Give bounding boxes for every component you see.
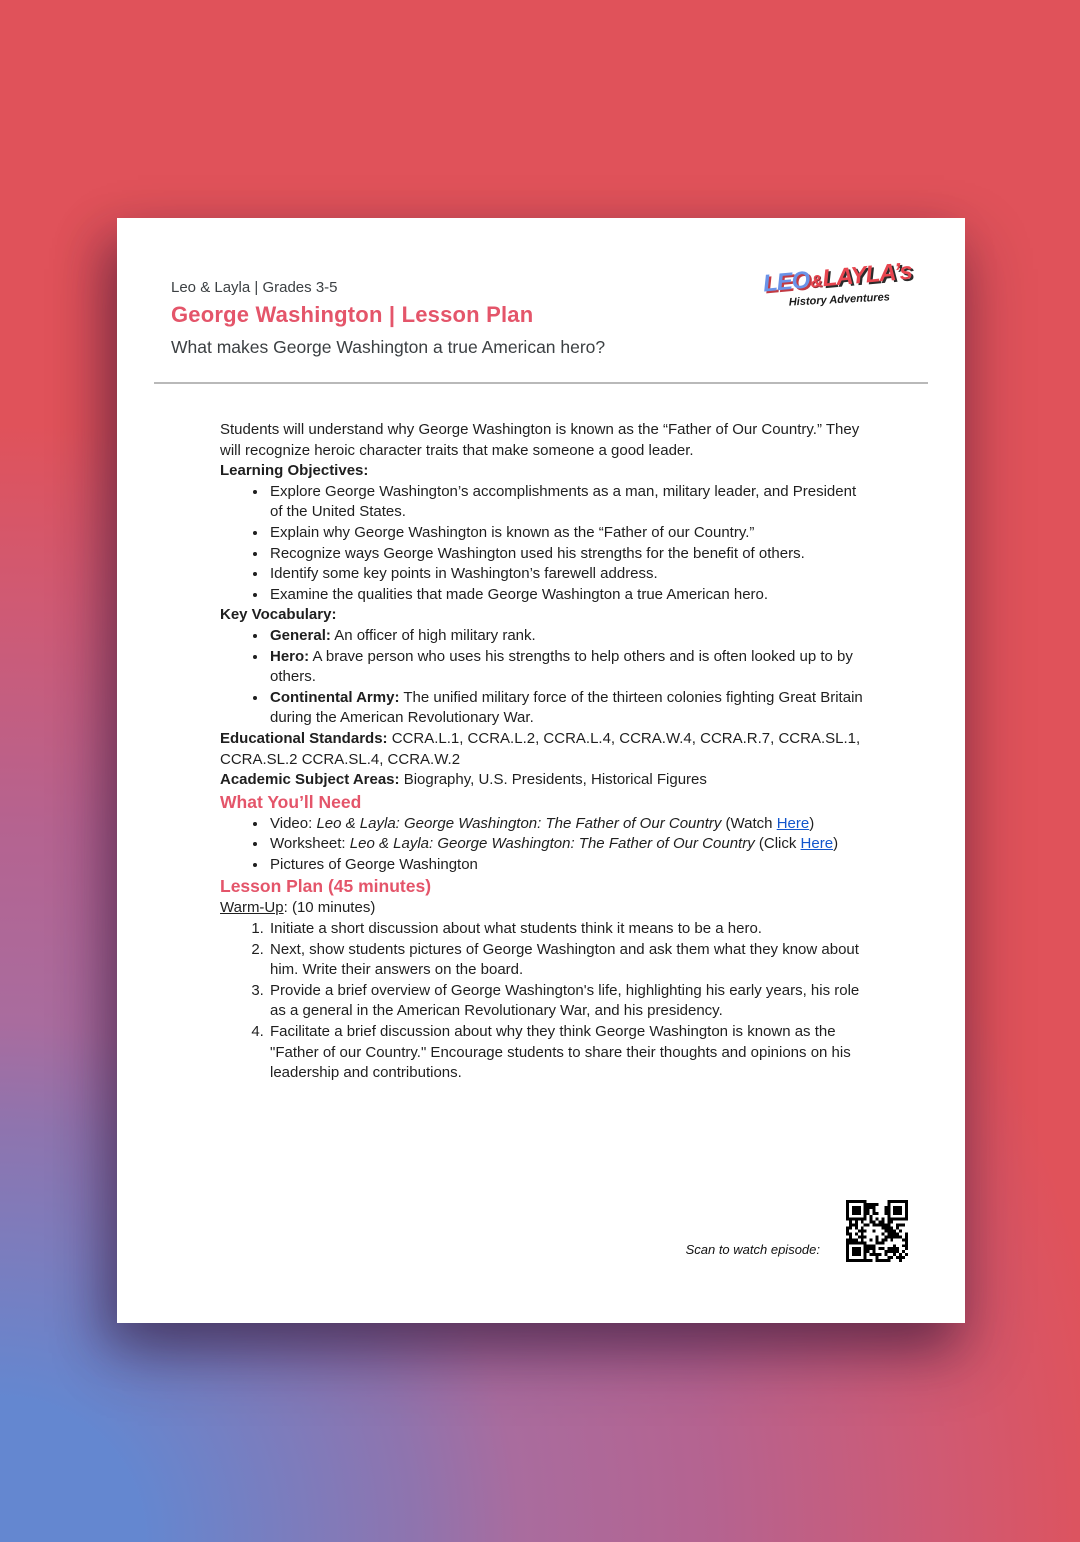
- what-youll-need-list: [220, 814, 870, 876]
- page-body: [117, 384, 965, 1084]
- worksheet-item: [268, 834, 870, 855]
- click-here-link[interactable]: Here: [800, 835, 834, 853]
- educational-standards-value: CCRA.L.1, CCRA.L.2, CCRA.L.4, CCRA.W.4, CCRA.R.7, CCRA.SL.1, CCRA.SL.2 CCRA.SL.4, CCRA.W.2: [220, 729, 861, 768]
- scan-caption: Scan to watch episode:: [685, 1242, 820, 1257]
- vocab-term: General:: [270, 626, 331, 644]
- academic-subject-areas: [220, 770, 870, 791]
- warmup-duration: : (10 minutes): [283, 899, 376, 917]
- vocab-definition: A brave person who uses his strengths to help others and is often looked up to by others.: [270, 647, 853, 686]
- list-item: • Explore George Washington’s accomplishments as a man, military leader, and President of the United States.: [268, 482, 870, 523]
- page-title: George Washington | Lesson Plan: [171, 302, 534, 327]
- vocab-term: Hero:: [270, 647, 310, 665]
- what-youll-need-heading: What You’ll Need: [220, 791, 362, 812]
- step-item: 2. Next, show students pictures of George Washington and ask them what they know about him. Write their answers on the board.: [268, 940, 870, 981]
- page-header: [117, 218, 965, 358]
- key-vocabulary-list: [220, 626, 870, 729]
- vocab-definition: The unified military force of the thirteen colonies fighting Great Britain during the American Revolutionary War.: [270, 688, 863, 727]
- vocab-definition: An officer of high military rank.: [330, 626, 536, 644]
- vocab-term: Continental Army:: [270, 688, 400, 706]
- list-item: • Recognize ways George Washington used his strengths for the benefit of others.: [268, 544, 870, 565]
- qr-code: [846, 1200, 908, 1262]
- list-item: • Examine the qualities that made George Washington a true American hero.: [268, 585, 870, 606]
- worksheet-label: Worksheet:: [270, 835, 350, 853]
- step-item: 3. Provide a brief overview of George Washington's life, highlighting his early years, his role as a general in the American Revolutionary War, and his presidency.: [268, 981, 870, 1022]
- scan-footer: [686, 1200, 908, 1262]
- warmup-steps-list: [220, 919, 870, 1084]
- logo-tagline: History Adventures: [788, 291, 891, 309]
- vocab-item: [268, 688, 870, 729]
- video-item: [268, 814, 870, 835]
- learning-objectives-list: [220, 482, 870, 606]
- learning-objectives-heading: Learning Objectives:: [220, 462, 369, 480]
- vocab-item: [268, 647, 870, 688]
- intro-paragraph: Students will understand why George Washington is known as the “Father of Our Country.” They will recognize heroic character traits that make someone a good leader.: [220, 421, 860, 459]
- video-pre-link: (Watch: [721, 814, 777, 832]
- logo-word-layla: LAYLA’s: [821, 257, 913, 293]
- academic-subject-areas-label: Academic Subject Areas:: [220, 771, 400, 789]
- worksheet-post-link: ): [833, 835, 839, 853]
- warmup-label: Warm-Up: [220, 899, 284, 917]
- lesson-plan-heading: Lesson Plan (45 minutes): [220, 876, 432, 897]
- logo-word-leo: LEO: [761, 266, 811, 298]
- video-label: Video:: [270, 814, 317, 832]
- grade-kicker: Leo & Layla | Grades 3-5: [171, 279, 338, 296]
- pictures-item: • Pictures of George Washington: [268, 855, 870, 876]
- key-vocabulary-heading: Key Vocabulary:: [220, 606, 337, 624]
- worksheet-pre-link: (Click: [754, 835, 801, 853]
- list-item: • Identify some key points in Washington’s farewell address.: [268, 564, 870, 585]
- vocab-item: [268, 626, 870, 647]
- academic-subject-areas-value: Biography, U.S. Presidents, Historical Figures: [399, 771, 707, 789]
- logo-ampersand: &: [809, 271, 823, 292]
- step-item: 4. Facilitate a brief discussion about why they think George Washington is known as the "Father of our Country." Encourage students to share their thoughts and opinions on his leadership and contributions.: [268, 1022, 870, 1084]
- educational-standards-label: Educational Standards:: [220, 729, 388, 747]
- lesson-plan-page: [117, 218, 965, 1323]
- watch-here-link[interactable]: Here: [776, 814, 810, 832]
- video-title: Leo & Layla: George Washington: The Father of Our Country: [316, 814, 722, 832]
- warmup-line: [220, 898, 870, 919]
- educational-standards: [220, 729, 870, 770]
- worksheet-title: Leo & Layla: George Washington: The Father of Our Country: [349, 835, 755, 853]
- video-post-link: ): [809, 814, 815, 832]
- page-subtitle: What makes George Washington a true American hero?: [171, 337, 606, 357]
- list-item: • Explain why George Washington is known as the “Father of our Country.”: [268, 523, 870, 544]
- step-item: 1. Initiate a short discussion about what students think it means to be a hero.: [268, 919, 870, 940]
